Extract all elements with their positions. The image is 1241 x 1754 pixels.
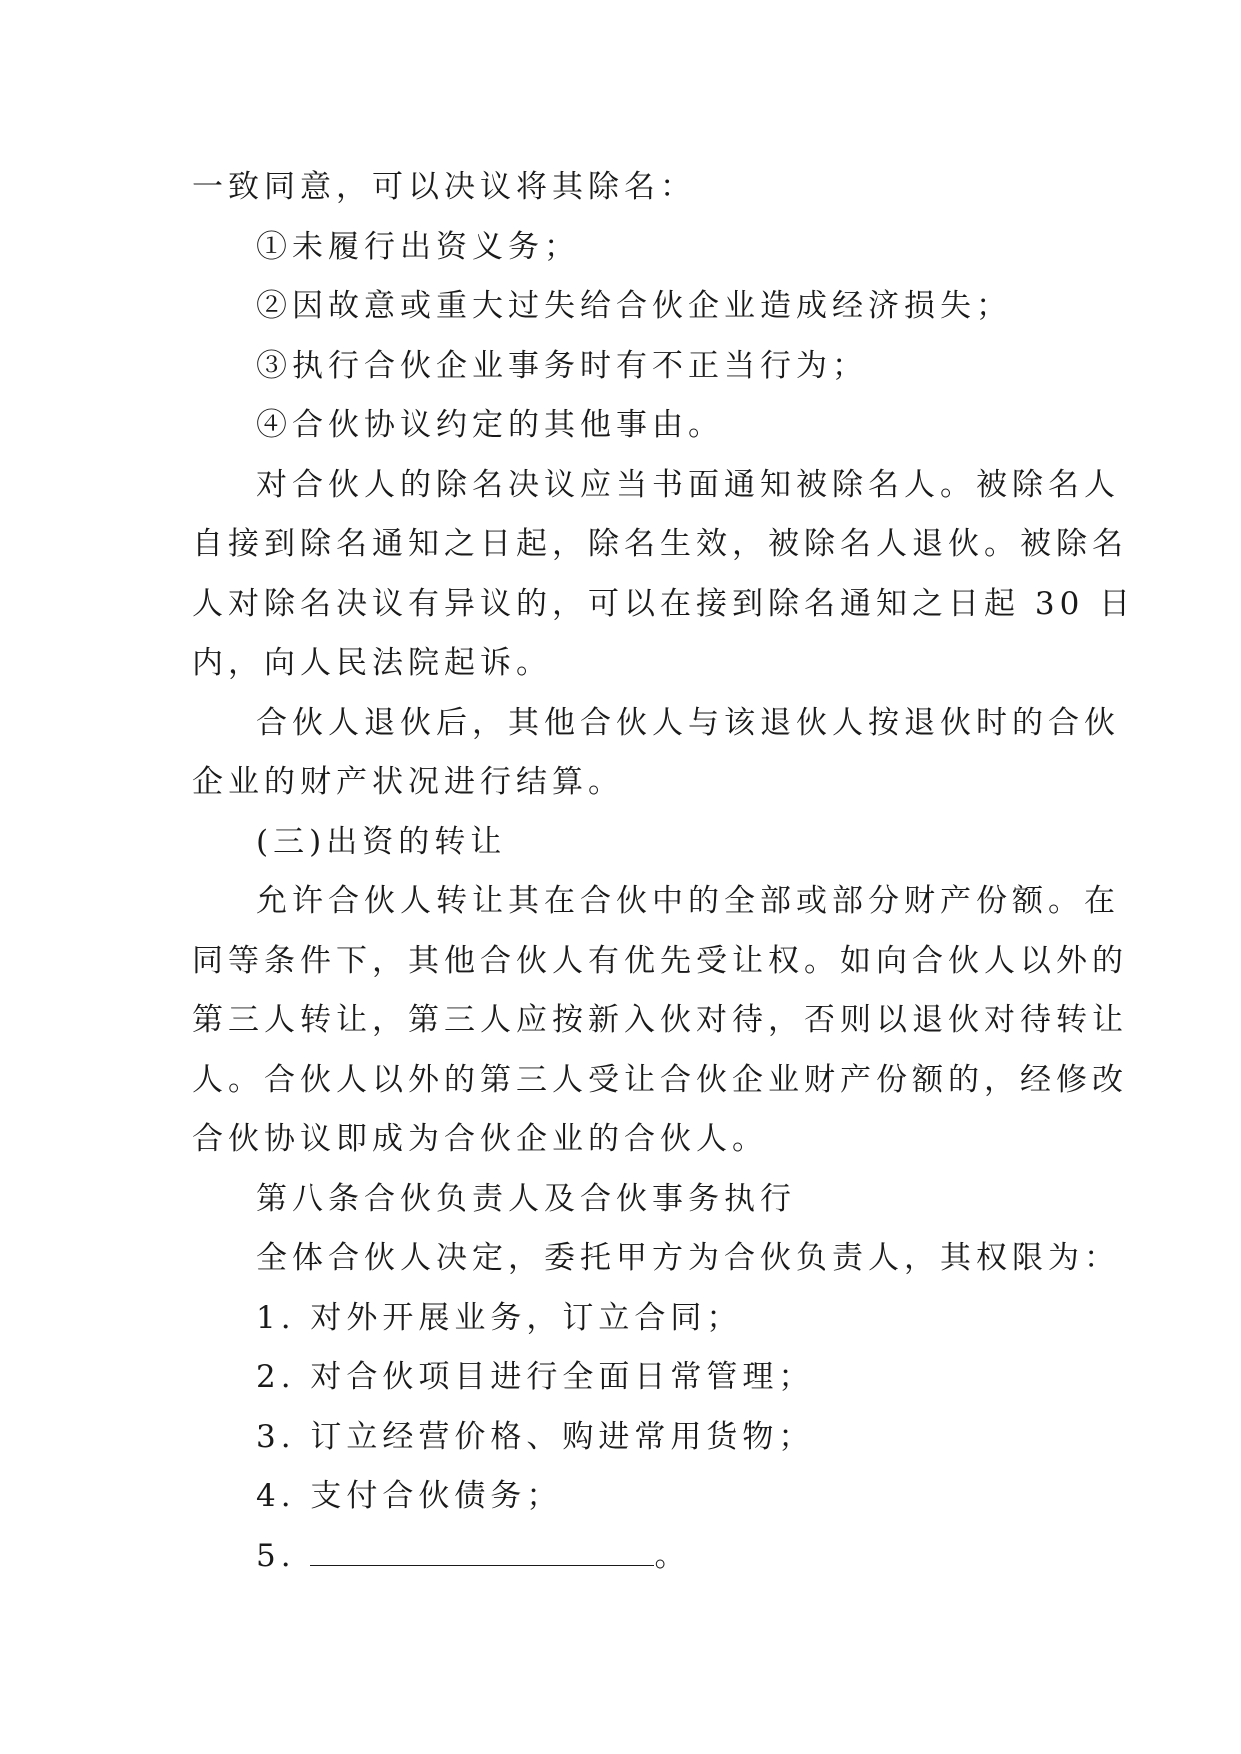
paragraph-line: 对合伙人的除名决议应当书面通知被除名人。被除名人 <box>256 466 1120 503</box>
paragraph-line: 一致同意，可以决议将其除名： <box>192 169 696 205</box>
paragraph-line: 同等条件下，其他合伙人有优先受让权。如向合伙人以外的 <box>192 942 1128 979</box>
paragraph-line: 第三人转让，第三人应按新入伙对待，否则以退伙对待转让 <box>192 1002 1128 1038</box>
paragraph-line: 企业的财产状况进行结算。 <box>192 764 624 800</box>
paragraph-line: 全体合伙人决定，委托甲方为合伙负责人，其权限为： <box>256 1240 1120 1276</box>
article-heading: 第八条合伙负责人及合伙事务执行 <box>256 1180 796 1217</box>
list-item: 1. 对外开展业务，订立合同； <box>256 1299 743 1336</box>
paragraph-line: 人。合伙人以外的第三人受让合伙企业财产份额的，经修改 <box>192 1061 1128 1098</box>
paragraph-line: 允许合伙人转让其在合伙中的全部或部分财产份额。在 <box>256 883 1120 919</box>
list-item: 4. 支付合伙债务； <box>256 1478 563 1514</box>
document-page <box>192 158 1136 1586</box>
list-item-blank <box>192 1527 1052 1587</box>
paragraph-line: 合伙协议即成为合伙企业的合伙人。 <box>192 1121 768 1157</box>
paragraph-line: 人对除名决议有异议的，可以在接到除名通知之日起 30 日 <box>192 585 1136 622</box>
paragraph-line: 自接到除名通知之日起，除名生效，被除名人退伙。被除名 <box>192 526 1128 562</box>
list-item: ③执行合伙企业事务时有不正当行为； <box>256 347 868 384</box>
fill-in-blank <box>310 1543 654 1566</box>
list-item-end-mark: 。 <box>654 1537 691 1574</box>
list-item: 2. 对合伙项目进行全面日常管理； <box>256 1359 815 1395</box>
list-item: 3. 订立经营价格、购进常用货物； <box>256 1418 815 1455</box>
paragraph-line: 合伙人退伙后，其他合伙人与该退伙人按退伙时的合伙 <box>256 704 1120 741</box>
list-item: ②因故意或重大过失给合伙企业造成经济损失； <box>256 288 1012 324</box>
section-heading: (三)出资的转让 <box>256 823 507 860</box>
list-item: ①未履行出资义务； <box>256 228 580 265</box>
list-item-number: 5. <box>256 1537 311 1574</box>
paragraph-line: 内，向人民法院起诉。 <box>192 645 552 681</box>
list-item: ④合伙协议约定的其他事由。 <box>256 407 724 443</box>
